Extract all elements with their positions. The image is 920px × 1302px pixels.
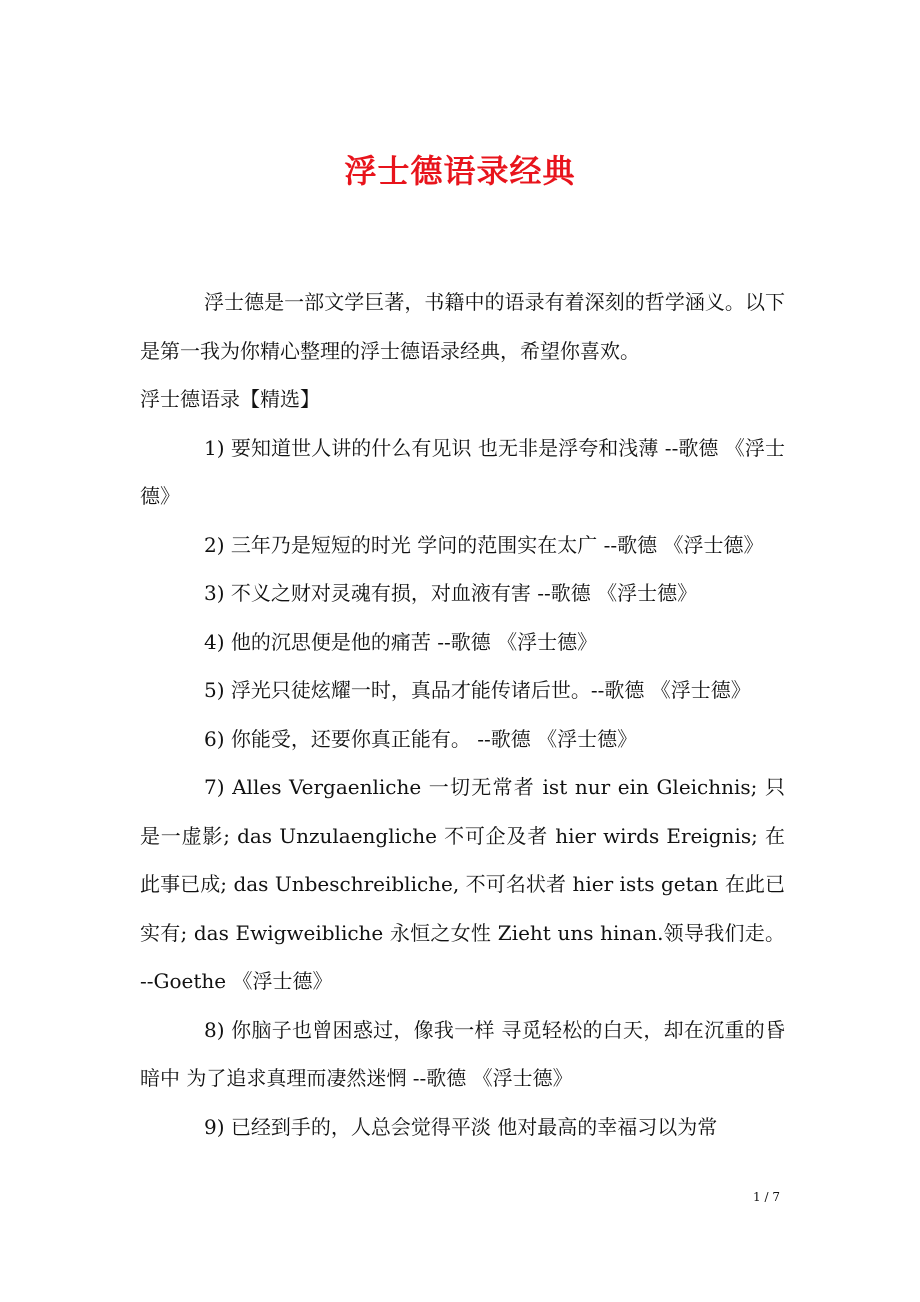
quote-item: 1) 要知道世人讲的什么有见识 也无非是浮夸和浅薄 --歌德 《浮士德》 bbox=[140, 435, 785, 508]
quote-item: 7) Alles Vergaenliche 一切无常者 ist nur ein Gleichnis; 只是一虚影; das Unzulaengliche 不可企及者 hier wirds Ereignis; 在此事已成; das Unbeschreibliche, 不可名状者 hier ists getan 在此已实有; das Ewigweibliche 永恒之女性 Zieht uns hinan.领导我们走。 --Goethe 《浮士德》 bbox=[140, 775, 785, 993]
quote-item: 3) 不义之财对灵魂有损，对血液有害 --歌德 《浮士德》 bbox=[204, 581, 698, 605]
quote-item: 5) 浮光只徒炫耀一时，真品才能传诸后世。--歌德 《浮士德》 bbox=[204, 678, 751, 702]
quote-item: 4) 他的沉思便是他的痛苦 --歌德 《浮士德》 bbox=[204, 629, 598, 654]
quote-item: 8) 你脑子也曾困惑过，像我一样 寻觅轻松的白天，却在沉重的昏暗中 为了追求真理而凄然迷惘 --歌德 《浮士德》 bbox=[140, 1017, 785, 1090]
document-body bbox=[140, 278, 785, 1151]
intro-paragraph: 浮士德是一部文学巨著，书籍中的语录有着深刻的哲学涵义。以下是第一我为你精心整理的浮士德语录经典，希望你喜欢。 bbox=[140, 290, 785, 363]
section-heading: 浮士德语录【精选】 bbox=[140, 387, 320, 411]
quote-item: 6) 你能受，还要你真正能有。 --歌德 《浮士德》 bbox=[204, 726, 638, 751]
quote-item: 9) 已经到手的，人总会觉得平淡 他对最高的幸福习以为常 bbox=[204, 1114, 718, 1139]
quote-item: 2) 三年乃是短短的时光 学问的范围实在太广 --歌德 《浮士德》 bbox=[204, 532, 764, 557]
page-number: 1 / 7 bbox=[753, 1190, 780, 1204]
document-title: 浮士德语录经典 bbox=[344, 152, 576, 190]
